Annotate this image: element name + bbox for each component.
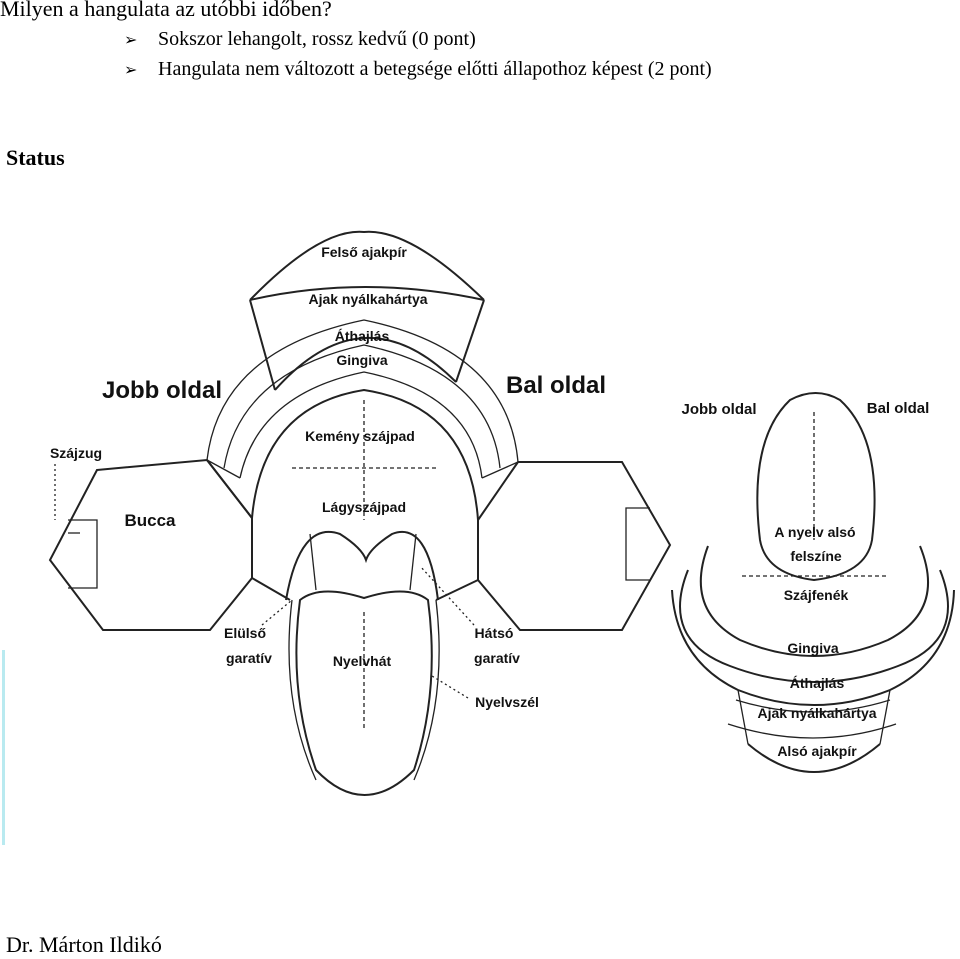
option-label: Sokszor lehangolt, rossz kedvű (0 pont)	[158, 28, 476, 50]
section-title: Status	[6, 145, 65, 170]
lower-lip-label: Alsó ajakpír	[777, 743, 857, 759]
soft-palate-label: Lágyszájpad	[321, 499, 407, 515]
anterior-arch-label-2: garatív	[226, 650, 272, 666]
fold-label: Áthajlás	[334, 328, 390, 344]
right-fold-label: Áthajlás	[789, 675, 845, 691]
tongue	[262, 566, 474, 795]
tongue-under-label-2: felszíne	[790, 548, 842, 564]
tongue-back-label: Nyelvhát	[332, 653, 392, 669]
anterior-arch-label-1: Elülső	[223, 625, 267, 641]
side-left-label: Bal oldal	[505, 372, 607, 399]
author-footer: Dr. Márton Ildikó	[6, 932, 162, 957]
right-side-right-label: Jobb oldal	[681, 401, 757, 418]
side-right-label: Jobb oldal	[102, 377, 222, 404]
bucca-left	[50, 460, 290, 630]
mouth-floor-label: Szájfenék	[783, 587, 849, 603]
option-label: Hangulata nem változott a betegsége előtti állapothoz képest (2 pont)	[158, 58, 712, 80]
edge-artifact	[2, 650, 5, 845]
lip-mucosa-label: Ajak nyálkahártya	[308, 291, 428, 307]
soft-palate-uvula	[286, 532, 438, 600]
hard-palate-label: Kemény szájpad	[305, 428, 415, 444]
tongue-edge-label: Nyelvszél	[475, 694, 539, 710]
arches	[207, 320, 518, 520]
tongue-under-label-1: A nyelv alsó	[774, 524, 856, 540]
posterior-arch-label-2: garatív	[474, 650, 520, 666]
arrow-bullet-icon: ➢	[124, 60, 138, 79]
question-text: Milyen a hangulata az utóbbi időben?	[0, 0, 332, 21]
gingiva-label: Gingiva	[336, 352, 388, 368]
upper-lip-label: Felső ajakpír	[321, 244, 407, 260]
bucca-right	[436, 462, 670, 630]
right-gingiva-label: Gingiva	[787, 640, 839, 656]
arrow-bullet-icon: ➢	[124, 30, 138, 49]
bucca-label: Bucca	[124, 511, 176, 530]
corner-label: Szájzug	[49, 445, 103, 461]
posterior-arch-label-1: Hátsó	[474, 625, 514, 641]
right-side-left-label: Bal oldal	[866, 400, 930, 417]
right-lip-mucosa-label: Ajak nyálkahártya	[757, 705, 877, 721]
